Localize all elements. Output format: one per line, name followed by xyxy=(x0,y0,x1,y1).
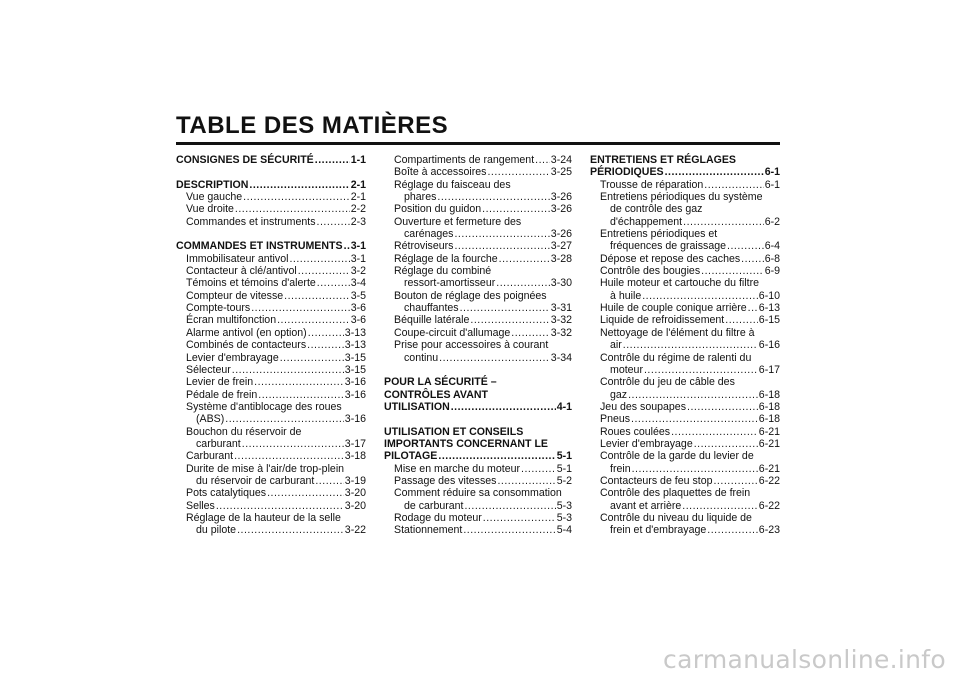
toc-entry[interactable] xyxy=(176,154,366,166)
toc-entry-line: Ouverture et fermeture des xyxy=(394,215,522,228)
toc-entry-page: 5-3 xyxy=(556,511,572,524)
toc-entry-page: 5-1 xyxy=(556,462,572,475)
toc-entry-page: 3-6 xyxy=(350,302,366,315)
toc-entry-page: 6-17 xyxy=(758,363,780,376)
toc-entry[interactable] xyxy=(590,364,780,376)
toc-entry-line: Contrôle des plaquettes de frein xyxy=(600,487,751,500)
toc-entry-page: 6-9 xyxy=(764,265,780,278)
toc-entry-title: Contrôle des bougies xyxy=(600,265,701,278)
toc-entry-title: carénages xyxy=(404,228,454,241)
toc-entry[interactable] xyxy=(176,500,366,512)
toc-entry-page: 6-4 xyxy=(764,240,780,253)
toc-entry[interactable] xyxy=(176,277,366,289)
toc-entry[interactable] xyxy=(590,265,780,277)
toc-entry[interactable] xyxy=(384,314,572,326)
toc-entry-page: 6-18 xyxy=(758,413,780,426)
toc-entry-title: gaz xyxy=(610,388,628,401)
toc-entry-title: de carburant xyxy=(404,499,464,512)
toc-entry-line: Contrôle du jeu de câble des xyxy=(600,376,735,389)
toc-section-line: UTILISATION ET CONSEILS xyxy=(384,425,524,438)
toc-entry-title: Vue droite xyxy=(186,203,234,216)
toc-entry[interactable] xyxy=(384,228,572,240)
toc-entry[interactable] xyxy=(384,327,572,339)
toc-entry[interactable] xyxy=(384,352,572,364)
toc-entry-page: 3-2 xyxy=(350,265,366,278)
toc-entry[interactable] xyxy=(176,314,366,326)
toc-entry-page: 3-18 xyxy=(344,450,366,463)
toc-entry-page: 3-13 xyxy=(344,339,366,352)
toc-entry-page: 6-1 xyxy=(764,178,780,191)
toc-entry[interactable] xyxy=(176,216,366,228)
toc-entry[interactable] xyxy=(384,166,572,178)
toc-entry-page: 3-25 xyxy=(550,166,572,179)
toc-entry-page: 5-2 xyxy=(556,474,572,487)
toc-entry-title: Compartiments de rangement xyxy=(394,154,535,166)
toc-entry-page: 3-5 xyxy=(350,289,366,302)
toc-column-2 xyxy=(384,154,572,537)
toc-entry-title: Roues coulées xyxy=(600,425,671,438)
toc-entry-title: PILOTAGE xyxy=(384,450,438,463)
toc-entry-title: COMMANDES ET INSTRUMENTS xyxy=(176,240,343,253)
toc-entry-title: ressort-amortisseur xyxy=(404,277,496,290)
toc-entry-title: Immobilisateur antivol xyxy=(186,252,289,265)
toc-entry-line: Huile moteur et cartouche du filtre xyxy=(600,277,759,290)
toc-entry[interactable] xyxy=(176,450,366,462)
toc-entry[interactable] xyxy=(176,240,366,252)
toc-entry[interactable] xyxy=(176,438,366,450)
toc-entry[interactable] xyxy=(384,463,572,475)
toc-entry-title: à huile xyxy=(610,289,642,302)
toc-entry-title: Vue gauche xyxy=(186,191,243,204)
toc-entry-page: 2-2 xyxy=(350,203,366,216)
toc-entry-page: 3-32 xyxy=(550,326,572,339)
toc-entry-title: Selles xyxy=(186,499,215,512)
toc-entry-title: Commandes et instruments xyxy=(186,215,316,228)
toc-entry-title: moteur xyxy=(610,363,643,376)
toc-entry-title: du réservoir de carburant xyxy=(196,474,315,487)
watermark-text: carmanualsonline.info xyxy=(663,645,946,674)
toc-entry-page: 3-16 xyxy=(344,376,366,389)
toc-entry-line: Nettoyage de l'élément du filtre à xyxy=(600,326,755,339)
toc-entry[interactable] xyxy=(590,179,780,191)
toc-entry-page: 3-1 xyxy=(350,240,366,253)
toc-entry-title: carburant xyxy=(196,437,241,450)
toc-entry[interactable] xyxy=(384,302,572,314)
toc-entry[interactable] xyxy=(384,500,572,512)
toc-entry-page: 3-15 xyxy=(344,351,366,364)
toc-entry[interactable] xyxy=(176,524,366,536)
toc-entry-page: 3-16 xyxy=(344,413,366,426)
toc-entry[interactable] xyxy=(176,352,366,364)
toc-entry-page: 6-22 xyxy=(758,499,780,512)
toc-entry[interactable] xyxy=(176,475,366,487)
toc-entry-title: Carburant xyxy=(186,450,234,463)
toc-entry-line: Bouton de réglage des poignées xyxy=(394,289,547,302)
toc-entry-page: 6-18 xyxy=(758,400,780,413)
toc-entry-page: 3-1 xyxy=(350,252,366,265)
toc-entry-page: 1-1 xyxy=(350,154,366,166)
toc-entry-page: 3-20 xyxy=(344,499,366,512)
toc-section-line: POUR LA SÉCURITÉ – xyxy=(384,376,497,389)
toc-entry-title: continu xyxy=(404,351,439,364)
toc-entry-title: Écran multifonction xyxy=(186,314,277,327)
toc-entry-page: 3-15 xyxy=(344,363,366,376)
toc-entry[interactable] xyxy=(176,253,366,265)
toc-entry-line: Contrôle du niveau du liquide de xyxy=(600,511,752,524)
toc-entry-title: Levier de frein xyxy=(186,376,254,389)
toc-entry-title: fréquences de graissage xyxy=(610,240,727,253)
toc-entry[interactable] xyxy=(384,240,572,252)
toc-entry-line: Contrôle du régime de ralenti du xyxy=(600,351,752,364)
title-rule xyxy=(176,142,780,145)
toc-entry[interactable] xyxy=(384,253,572,265)
toc-entry-page: 6-8 xyxy=(764,252,780,265)
toc-entry[interactable] xyxy=(384,154,572,166)
page-title: TABLE DES MATIÈRES xyxy=(176,112,449,139)
toc-entry-page: 3-22 xyxy=(344,524,366,537)
toc-entry-title: Coupe-circuit d'allumage xyxy=(394,326,511,339)
toc-entry-page: 6-21 xyxy=(758,462,780,475)
toc-entry-page: 3-24 xyxy=(550,154,572,166)
toc-entry-page: 3-16 xyxy=(344,388,366,401)
toc-entry-title: frein xyxy=(610,462,631,475)
toc-entry-line: Prise pour accessoires à courant xyxy=(394,339,549,352)
toc-entry-page: 3-19 xyxy=(344,474,366,487)
toc-entry-page: 6-1 xyxy=(764,166,780,179)
toc-entry-page: 3-13 xyxy=(344,326,366,339)
toc-entry-page: 6-2 xyxy=(764,215,780,228)
toc-entry-title: CONSIGNES DE SÉCURITÉ xyxy=(176,154,314,166)
toc-entry-page: 6-10 xyxy=(758,289,780,302)
toc-entry-page: 3-17 xyxy=(344,437,366,450)
toc-entry[interactable] xyxy=(384,450,572,462)
toc-entry-page: 2-1 xyxy=(350,191,366,204)
toc-entry-page: 3-34 xyxy=(550,351,572,364)
toc-entry[interactable] xyxy=(176,389,366,401)
toc-entry-title: d'échappement xyxy=(610,215,683,228)
toc-entry-title: Témoins et témoins d'alerte xyxy=(186,277,316,290)
toc-entry-page: 6-16 xyxy=(758,339,780,352)
toc-entry-page: 2-3 xyxy=(350,215,366,228)
toc-entry[interactable] xyxy=(176,376,366,388)
toc-entry-line: Réglage de la hauteur de la selle xyxy=(186,511,341,524)
toc-entry-title: chauffantes xyxy=(404,302,459,315)
toc-column-3 xyxy=(590,154,780,537)
toc-entry-page: 4-1 xyxy=(556,400,572,413)
toc-entry[interactable] xyxy=(176,302,366,314)
toc-entry-title: Alarme antivol (en option) xyxy=(186,326,307,339)
toc-entry-page: 5-4 xyxy=(556,524,572,537)
toc-entry[interactable] xyxy=(590,500,780,512)
toc-entry-line: Comment réduire sa consommation xyxy=(394,487,562,500)
toc-entry-line: Contrôle de la garde du levier de xyxy=(600,450,754,463)
toc-entry[interactable] xyxy=(384,475,572,487)
toc-entry-title: Combinés de contacteurs xyxy=(186,339,307,352)
toc-entry-title: frein et d'embrayage xyxy=(610,524,707,537)
toc-entry[interactable] xyxy=(590,302,780,314)
toc-entry-page: 3-26 xyxy=(550,203,572,216)
toc-entry-page: 6-15 xyxy=(758,314,780,327)
toc-entry[interactable] xyxy=(384,191,572,203)
toc-entry-line: de contrôle des gaz xyxy=(610,203,703,216)
toc-entry[interactable] xyxy=(176,179,366,191)
toc-entry[interactable] xyxy=(590,463,780,475)
toc-entry[interactable] xyxy=(590,438,780,450)
toc-entry-title: Rodage du moteur xyxy=(394,511,482,524)
toc-entry[interactable] xyxy=(176,413,366,425)
toc-entry-line: Entretiens périodiques du système xyxy=(600,191,763,204)
toc-entry[interactable] xyxy=(590,475,780,487)
toc-entry-title: (ABS) xyxy=(196,413,225,426)
toc-entry-title: Compteur de vitesse xyxy=(186,289,284,302)
toc-entry[interactable] xyxy=(176,203,366,215)
toc-entry-title: Levier d'embrayage xyxy=(600,437,693,450)
toc-entry-page: 2-1 xyxy=(350,178,366,191)
toc-entry[interactable] xyxy=(590,166,780,178)
toc-entry-title: Pneus xyxy=(600,413,631,426)
toc-entry-line: Entretiens périodiques et xyxy=(600,228,718,241)
toc-entry-page: 5-1 xyxy=(556,450,572,463)
toc-entry[interactable] xyxy=(590,401,780,413)
toc-section-line: CONTRÔLES AVANT xyxy=(384,388,488,401)
toc-entry[interactable] xyxy=(590,524,780,536)
toc-entry-page: 3-4 xyxy=(350,277,366,290)
toc-entry-line: Bouchon du réservoir de xyxy=(186,425,302,438)
toc-entry[interactable] xyxy=(590,240,780,252)
toc-entry-title: Réglage de la fourche xyxy=(394,252,498,265)
toc-entry[interactable] xyxy=(590,253,780,265)
toc-entry-title: Stationnement xyxy=(394,524,463,537)
toc-entry-title: PÉRIODIQUES xyxy=(590,166,664,179)
toc-entry-title: Position du guidon xyxy=(394,203,482,216)
toc-entry[interactable] xyxy=(384,512,572,524)
toc-section-line: ENTRETIENS ET RÉGLAGES xyxy=(590,154,736,166)
toc-entry-title: Sélecteur xyxy=(186,363,231,376)
toc-entry-title: du pilote xyxy=(196,524,237,537)
toc-column-1 xyxy=(176,154,366,537)
toc-entry-page: 3-31 xyxy=(550,302,572,315)
toc-entry[interactable] xyxy=(384,524,572,536)
toc-entry-title: Pédale de frein xyxy=(186,388,258,401)
toc-entry-title: Béquille latérale xyxy=(394,314,470,327)
toc-entry-page: 6-22 xyxy=(758,474,780,487)
toc-entry[interactable] xyxy=(176,327,366,339)
toc-entry[interactable] xyxy=(176,364,366,376)
toc-entry-line: Durite de mise à l'air/de trop-plein xyxy=(186,462,345,475)
toc-entry-title: air xyxy=(610,339,622,352)
toc-entry[interactable] xyxy=(590,413,780,425)
toc-entry-title: Pots catalytiques xyxy=(186,487,267,500)
toc-entry-title: Compte-tours xyxy=(186,302,251,315)
toc-entry[interactable] xyxy=(176,487,366,499)
toc-entry[interactable] xyxy=(384,203,572,215)
toc-entry[interactable] xyxy=(384,401,572,413)
toc-entry-title: Rétroviseurs xyxy=(394,240,454,253)
toc-entry-title: Jeu des soupapes xyxy=(600,400,686,413)
toc-entry-page: 3-27 xyxy=(550,240,572,253)
toc-entry-page: 3-26 xyxy=(550,191,572,204)
toc-entry-line: Système d'antiblocage des roues xyxy=(186,400,342,413)
toc-section-line: IMPORTANTS CONCERNANT LE xyxy=(384,437,549,450)
toc-entry-page: 3-26 xyxy=(550,228,572,241)
toc-entry-page: 3-20 xyxy=(344,487,366,500)
toc-entry-line: Réglage du faisceau des xyxy=(394,178,511,191)
toc-entry[interactable] xyxy=(590,314,780,326)
toc-entry-title: avant et arrière xyxy=(610,499,682,512)
toc-entry-page: 6-13 xyxy=(758,302,780,315)
toc-entry-page: 3-6 xyxy=(350,314,366,327)
toc-entry-title: Contacteur à clé/antivol xyxy=(186,265,297,278)
toc-entry-page: 3-28 xyxy=(550,252,572,265)
toc-entry-title: Contacteurs de feu stop xyxy=(600,474,713,487)
toc-entry[interactable] xyxy=(590,216,780,228)
toc-entry[interactable] xyxy=(176,339,366,351)
toc-entry[interactable] xyxy=(176,290,366,302)
toc-entry-title: Liquide de refroidissement xyxy=(600,314,725,327)
toc-entry-page: 6-21 xyxy=(758,437,780,450)
toc-entry[interactable] xyxy=(590,290,780,302)
toc-entry-title: Dépose et repose des caches xyxy=(600,252,741,265)
toc-entry-title: Trousse de réparation xyxy=(600,178,704,191)
toc-entry[interactable] xyxy=(590,426,780,438)
toc-entry-page: 6-21 xyxy=(758,425,780,438)
toc-entry-page: 6-23 xyxy=(758,524,780,537)
toc-entry-title: Mise en marche du moteur xyxy=(394,462,521,475)
toc-entry[interactable] xyxy=(176,191,366,203)
toc-entry[interactable] xyxy=(590,389,780,401)
toc-entry-title: Passage des vitesses xyxy=(394,474,497,487)
toc-entry[interactable] xyxy=(176,265,366,277)
toc-entry-line: Réglage du combiné xyxy=(394,265,492,278)
toc-entry[interactable] xyxy=(590,339,780,351)
toc-entry-page: 3-32 xyxy=(550,314,572,327)
toc-entry-title: Huile de couple conique arrière xyxy=(600,302,747,315)
toc-entry-title: Levier d'embrayage xyxy=(186,351,279,364)
toc-entry-title: DESCRIPTION xyxy=(176,178,249,191)
toc-entry-title: phares xyxy=(404,191,437,204)
toc-entry-page: 3-30 xyxy=(550,277,572,290)
toc-entry-page: 6-18 xyxy=(758,388,780,401)
toc-entry-page: 5-3 xyxy=(556,499,572,512)
toc-entry-title: Boîte à accessoires xyxy=(394,166,487,179)
toc-entry[interactable] xyxy=(384,277,572,289)
toc-entry-title: UTILISATION xyxy=(384,400,450,413)
